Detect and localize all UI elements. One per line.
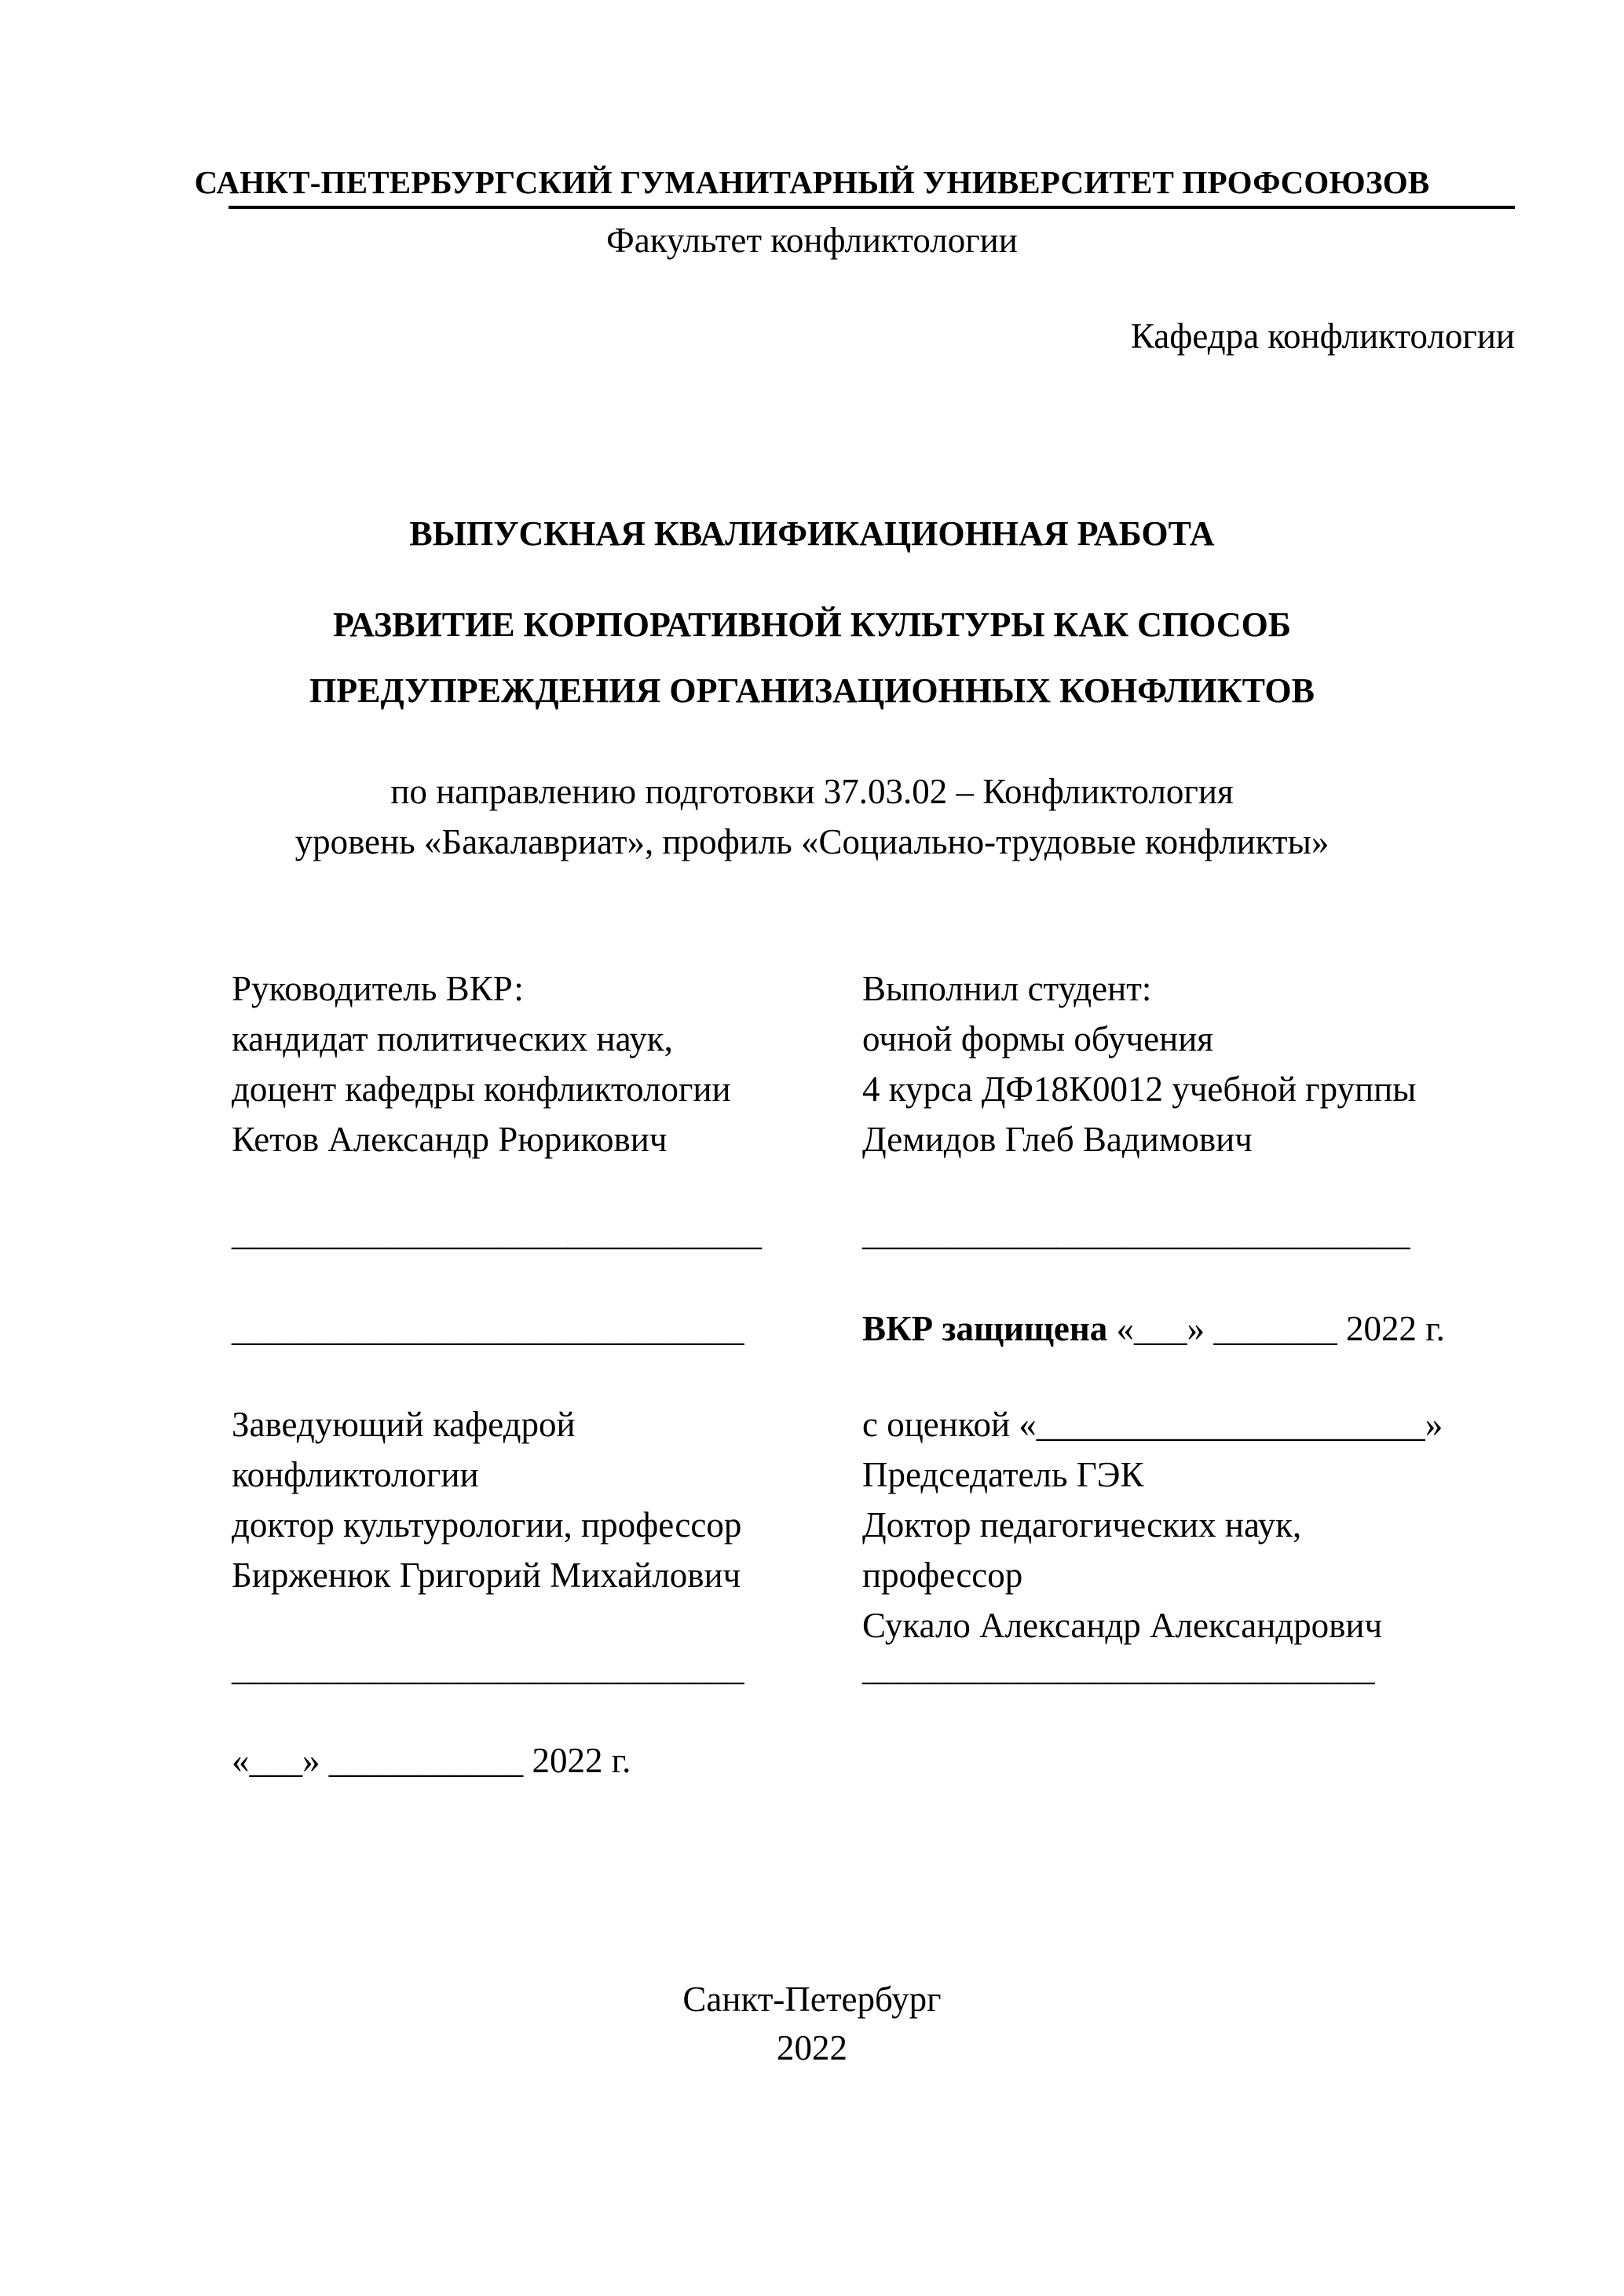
faculty-name: Факультет конфликтологии [606,221,1018,260]
work-title-line1: РАЗВИТИЕ КОРПОРАТИВНОЙ КУЛЬТУРЫ КАК СПОСОБ [333,605,1291,644]
supervisor-position: доцент кафедры конфликтологии [232,1069,731,1109]
student-signature-line: _______________________________ [862,1213,1410,1252]
head-signature-line: _____________________________ [232,1648,744,1687]
student-label: Выполнил студент: [862,969,1152,1008]
head-title-line2: конфликтологии [232,1455,479,1494]
student-name: Демидов Глеб Вадимович [862,1120,1253,1159]
defense-grade: с оценкой «______________________» [862,1405,1443,1444]
chair-degree: Доктор педагогических наук, [862,1505,1302,1545]
footer-city: Санкт-Петербург [682,1980,942,2019]
defense-date [862,1311,1445,1347]
student-study-form: очной формы обучения [862,1019,1213,1058]
chair-signature-line: _____________________________ [862,1648,1375,1687]
chair-rank: профессор [862,1556,1023,1595]
supervisor-name: Кетов Александр Рюрикович [232,1120,668,1159]
head-degree: доктор культурологии, профессор [232,1505,742,1545]
chair-name: Сукало Александр Александрович [862,1606,1383,1645]
supervisor-label: Руководитель ВКР: [232,969,524,1008]
study-level-profile: уровень «Бакалавриат», профиль «Социально-трудовые конфликты» [294,822,1330,861]
defense-label: ВКР защищена [862,1309,1108,1348]
study-direction: по направлению подготовки 37.03.02 – Конфликтология [390,772,1234,811]
supervisor-signature-line: ______________________________ [232,1213,762,1252]
student-course-group: 4 курса ДФ18К0012 учебной группы [862,1069,1417,1109]
supervisor-degree: кандидат политических наук, [232,1019,673,1058]
header-rule [229,206,1515,209]
university-name: САНКТ-ПЕТЕРБУРГСКИЙ ГУМАНИТАРНЫЙ УНИВЕРСИТЕТ ПРОФСОЮЗОВ [194,164,1430,200]
work-type: ВЫПУСКНАЯ КВАЛИФИКАЦИОННАЯ РАБОТА [409,514,1215,553]
work-title-line2: ПРЕДУПРЕЖДЕНИЯ ОРГАНИЗАЦИОННЫХ КОНФЛИКТОВ [309,671,1315,710]
department-name: Кафедра конфликтологии [1130,316,1515,356]
head-date-line: «___» ___________ 2022 г. [232,1741,631,1780]
head-title-line1: Заведующий кафедрой [232,1405,576,1444]
head-name: Бирженюк Григорий Михайлович [232,1556,741,1595]
chair-title: Председатель ГЭК [862,1455,1144,1494]
supervisor-date-line: _____________________________ [232,1309,744,1348]
defense-date-text: «___» _______ 2022 г. [1107,1309,1445,1348]
footer-year: 2022 [777,2028,847,2067]
